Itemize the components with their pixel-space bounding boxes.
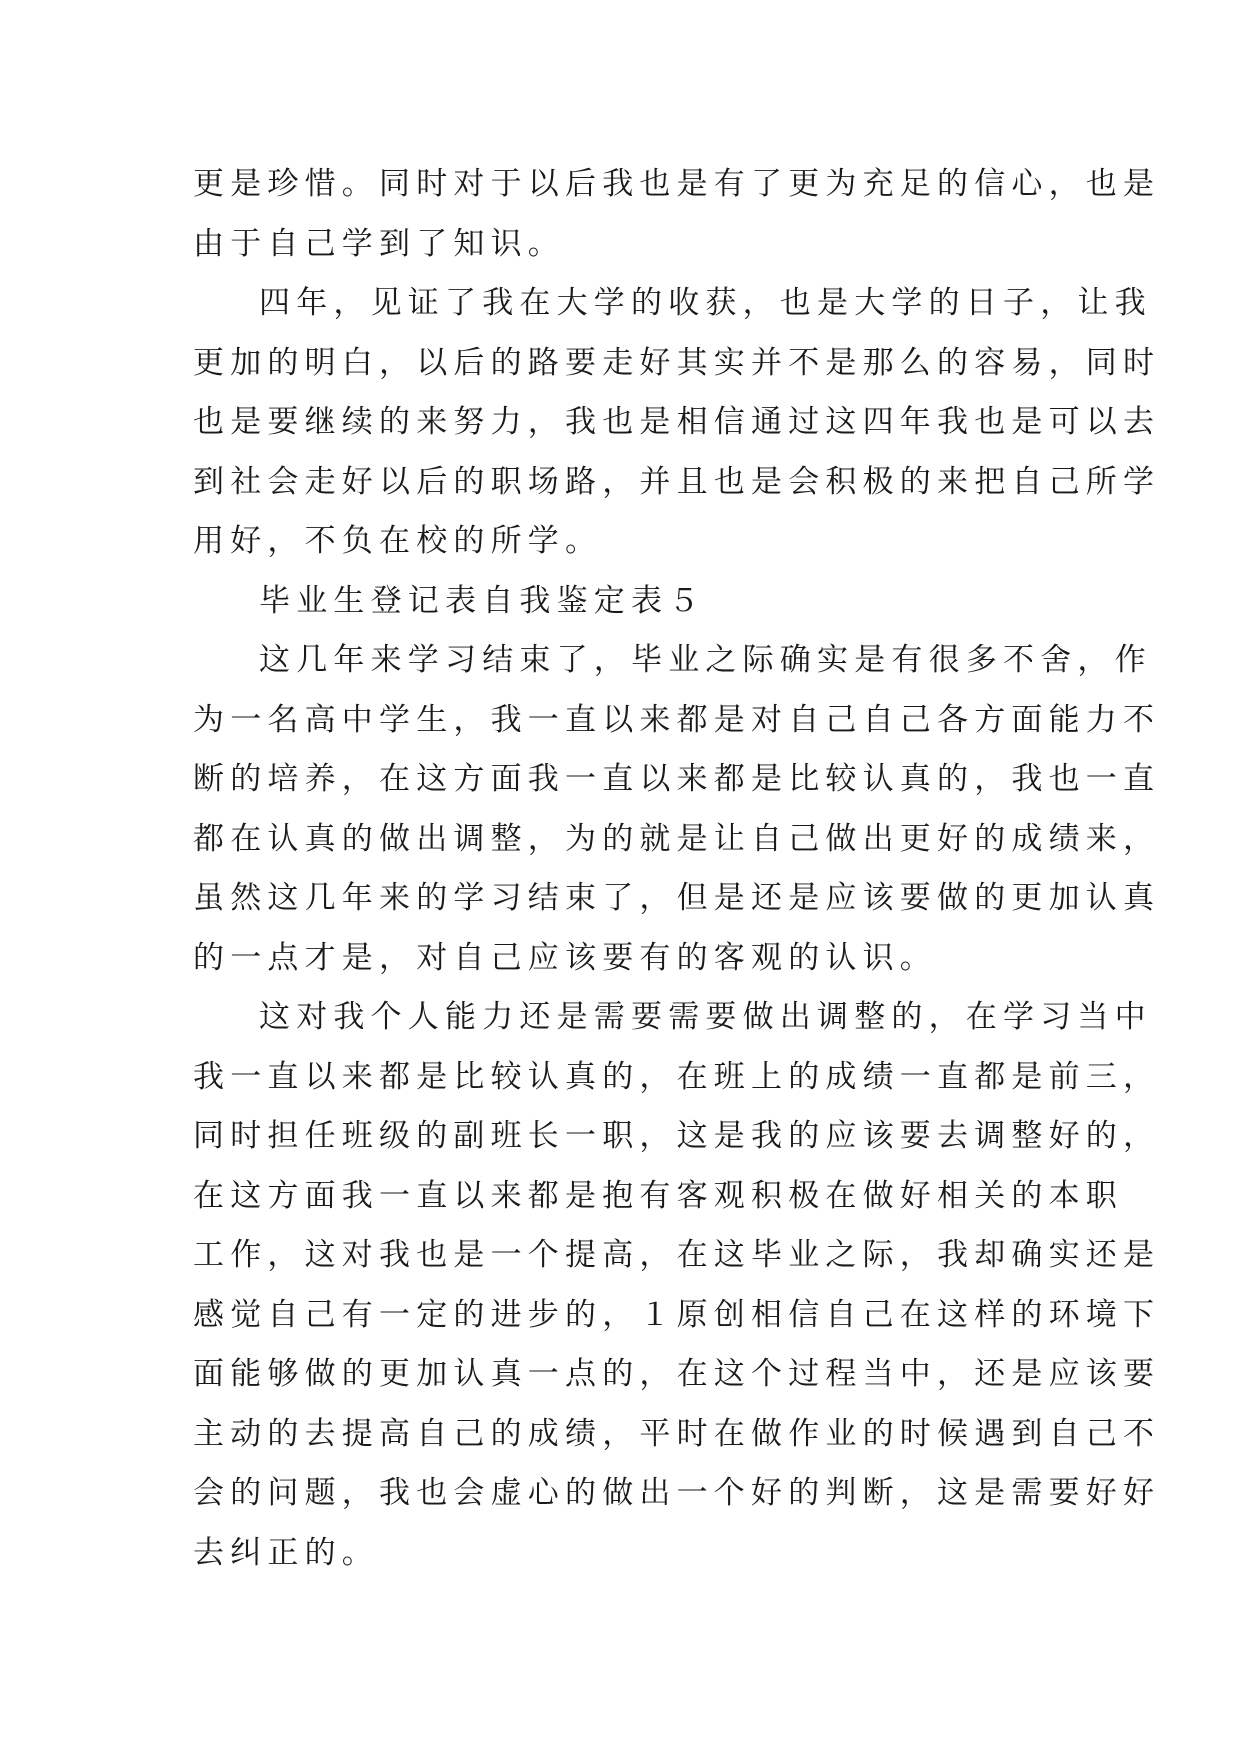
text-line: 由于自己学到了知识。	[193, 225, 565, 262]
text-line: 虽然这几年来的学习结束了，但是还是应该要做的更加认真	[193, 880, 1161, 916]
section-heading	[193, 572, 1053, 632]
text-line: 四年，见证了我在大学的收获，也是大学的日子，让我	[259, 285, 1152, 321]
text-line: 感觉自己有一定的进步的，１原创相信自己在这样的环境下	[193, 1296, 1161, 1333]
paragraph-4	[193, 988, 1161, 1583]
text-line: 的一点才是，对自己应该要有的客观的认识。	[193, 939, 937, 976]
heading-text: 毕业生登记表自我鉴定表５	[259, 582, 706, 619]
text-line: 我一直以来都是比较认真的，在班上的成绩一直都是前三，	[193, 1058, 1161, 1095]
text-line: 都在认真的做出调整，为的就是让自己做出更好的成绩来，	[193, 820, 1161, 857]
text-line: 会的问题，我也会虚心的做出一个好的判断，这是需要好好	[193, 1475, 1161, 1511]
text-line: 为一名高中学生，我一直以来都是对自己自己各方面能力不	[193, 701, 1161, 738]
text-line: 更加的明白，以后的路要走好其实并不是那么的容易，同时	[193, 344, 1161, 381]
text-line: 也是要继续的来努力，我也是相信通过这四年我也是可以去	[193, 404, 1161, 440]
text-line: 断的培养，在这方面我一直以来都是比较认真的，我也一直	[193, 761, 1161, 797]
text-line: 面能够做的更加认真一点的，在这个过程当中，还是应该要	[193, 1356, 1161, 1392]
text-line: 这几年来学习结束了，毕业之际确实是有很多不舍，作	[259, 642, 1152, 678]
text-line: 工作，这对我也是一个提高，在这毕业之际，我却确实还是	[193, 1237, 1161, 1273]
text-line: 更是珍惜。同时对于以后我也是有了更为充足的信心，也是	[193, 166, 1161, 202]
text-line: 用好，不负在校的所学。	[193, 523, 603, 559]
text-line: 去纠正的。	[193, 1534, 379, 1571]
text-line: 主动的去提高自己的成绩，平时在做作业的时候遇到自己不	[193, 1415, 1161, 1452]
document-body	[193, 155, 1161, 1583]
text-line: 到社会走好以后的职场路，并且也是会积极的来把自己所学	[193, 463, 1161, 500]
text-line: 这对我个人能力还是需要需要做出调整的，在学习当中	[259, 999, 1152, 1035]
text-line: 同时担任班级的副班长一职，这是我的应该要去调整好的，	[193, 1118, 1161, 1154]
text-line: 在这方面我一直以来都是抱有客观积极在做好相关的本职	[193, 1177, 1123, 1214]
paragraph-2	[193, 274, 1161, 572]
paragraph-1	[193, 155, 1161, 274]
paragraph-3	[193, 631, 1161, 988]
